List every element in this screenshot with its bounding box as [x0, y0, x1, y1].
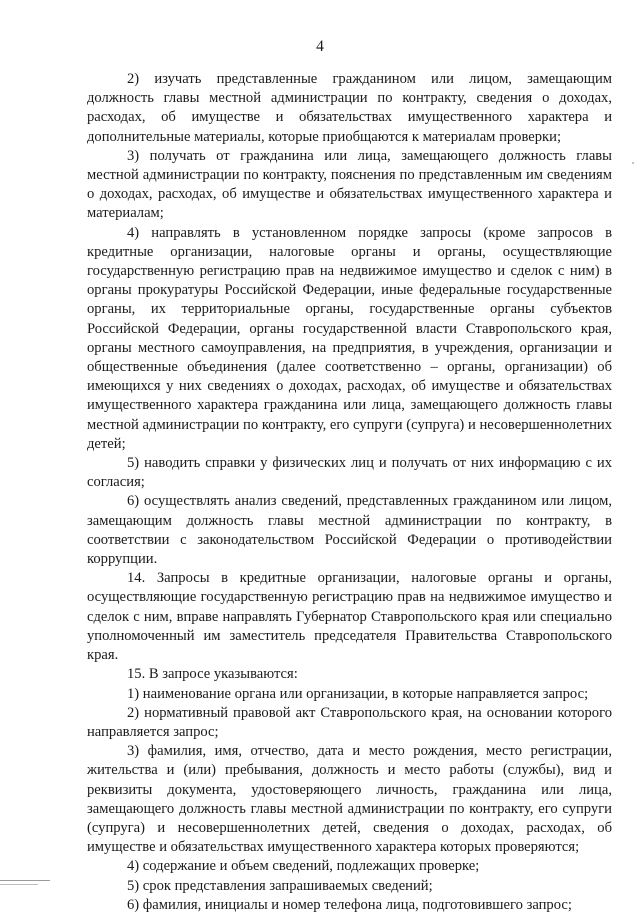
paragraph-item-5: 5) наводить справки у физических лиц и получать от них информацию с их согласия; — [87, 455, 612, 491]
paragraph-request-item-5: 5) срок представления запрашиваемых сведений; — [127, 877, 433, 894]
paragraph-item-6: 6) осуществлять анализ сведений, представленных гражданином или лицом, замещающим должность главы местной администрации по контракту, в соответствии с законодательством Российской Федерации о противодействии коррупции. — [87, 493, 612, 568]
paragraph-item-4: 4) направлять в установленном порядке запросы (кроме запросов в кредитные организации, налоговые органы и органы, осуществляющие государственную регистрацию прав на недвижимое имущество и сделок с ним) в органы прокуратуры Российской Федерации, иные федеральные государственные органы, их территориальные органы, государственные органы субъектов Российской Федерации, органы государственной власти Ставропольского края, органы местного самоуправления, на предприятия, в учреждения, организации и общественные объединения (далее соответственно – органы, организации) об имеющихся у них сведениях о доходах, расходах, об имуществе и обязательствах имущественного характера гражданина или лица, замещающего должность главы местной администрации по контракту, его супруги (супруга) и несовершеннолетних детей; — [87, 224, 612, 452]
paragraph-request-item-6: 6) фамилия, инициалы и номер телефона лица, подготовившего запрос; — [127, 896, 572, 913]
paragraph-item-3: 3) получать от гражданина или лица, замещающего должность главы местной администрации по контракту, пояснения по представленным им сведениям о доходах, расходах, об имуществе и обязательствах имущественного характера и материалам; — [87, 147, 612, 222]
scan-edge-line — [0, 880, 50, 881]
document-body — [87, 70, 612, 915]
scan-speck — [632, 162, 634, 164]
page-number: 4 — [316, 38, 324, 55]
paragraph-request-item-4: 4) содержание и объем сведений, подлежащих проверке; — [127, 858, 480, 875]
paragraph-request-item-2: 2) нормативный правовой акт Ставропольского края, на основании которого направляется запрос; — [87, 704, 612, 740]
paragraph-item-2: 2) изучать представленные гражданином или лицом, замещающим должность главы местной администрации по контракту, сведения о доходах, расходах, об имуществе и обязательствах имущественного характера и дополнительные материалы, которые приобщаются к материалам проверки; — [87, 71, 612, 145]
paragraph-clause-15: 15. В запросе указываются: — [127, 666, 298, 683]
paragraph-request-item-1: 1) наименование органа или организации, в которые направляется запрос; — [127, 685, 589, 702]
paragraph-request-item-3: 3) фамилия, имя, отчество, дата и место рождения, место регистрации, жительства и (или) пребывания, должность и место работы (службы), вид и реквизиты документа, удостоверяющего личность, гражданина или лица, замещающего должность главы местной администрации по контракту, его супруги (супруга) и несовершеннолетних детей, сведения о доходах, расходах, об имуществе и обязательствах имущественного характера которых проверяются; — [87, 743, 612, 856]
paragraph-clause-14: 14. Запросы в кредитные организации, налоговые органы и органы, осуществляющие государственную регистрацию прав на недвижимое имущество и сделок с ним, вправе направлять Губернатор Ставропольского края или специально уполномоченный им заместитель председателя Правительства Ставропольского края. — [87, 570, 612, 664]
scan-edge-line-secondary — [0, 884, 38, 885]
